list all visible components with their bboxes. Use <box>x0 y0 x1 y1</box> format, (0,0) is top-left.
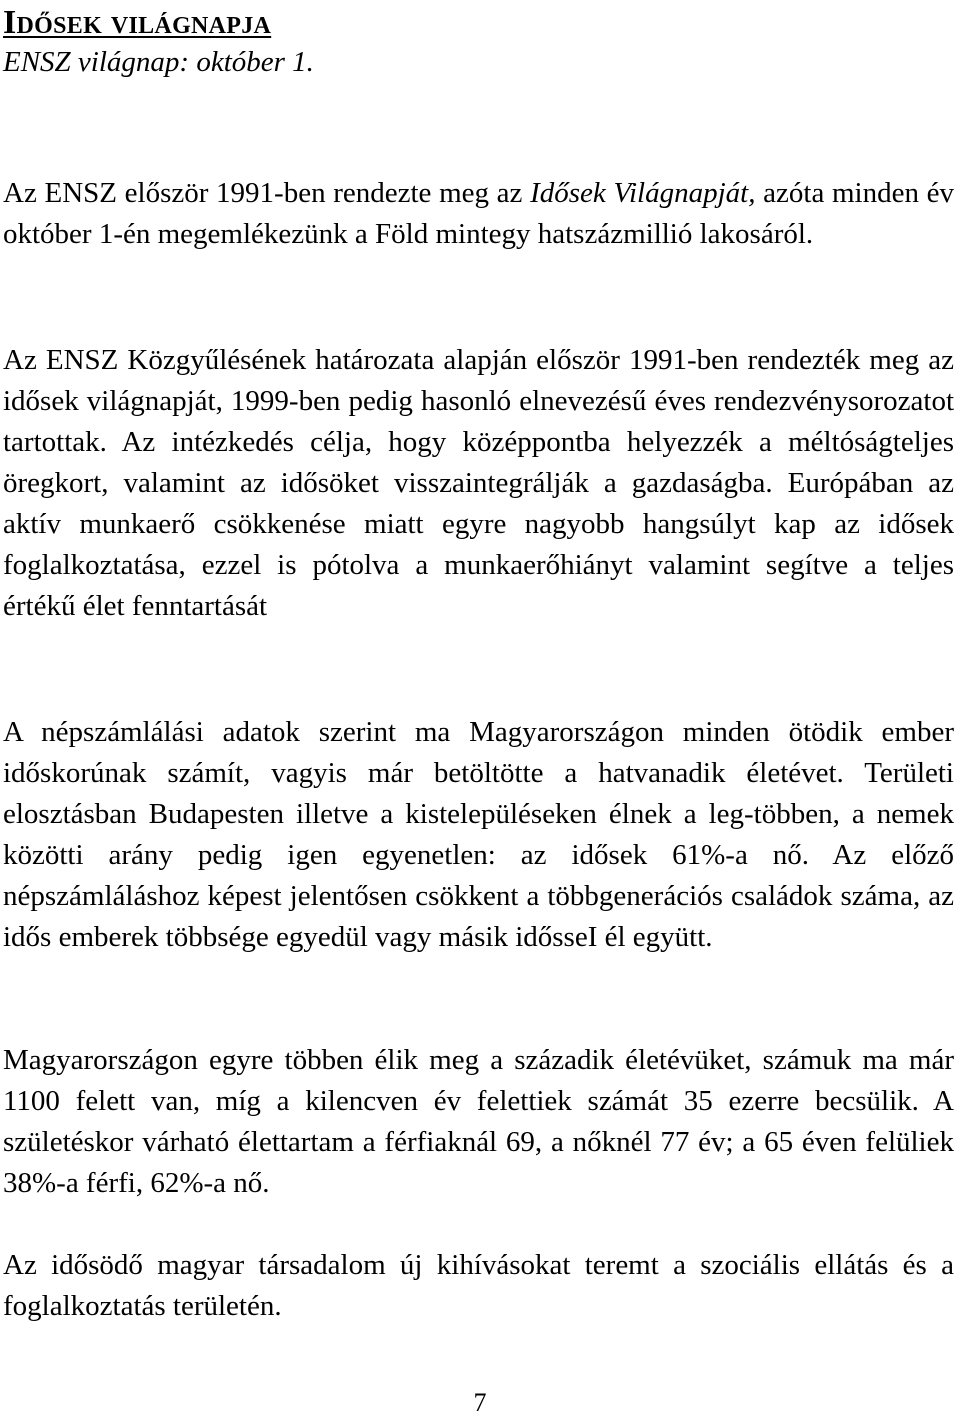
page-number: 7 <box>473 1388 487 1417</box>
paragraph-census: A népszámlálási adatok szerint ma Magyarországon minden ötödik ember időskorúnak számít, vagyis már betöltötte a hatvanadik életévet. Területi elosztásban Budapesten illetve a kistelepüléseken élnek a leg-többen, a nemek közötti arány pedig igen egyenetlen: az idősek 61%-a nő. Az előző népszámláláshoz képest jelentősen csökkent a többgenerációs családok száma, az idős emberek többsége egyedül vagy másik idősseI él együtt. <box>3 716 954 953</box>
header-block <box>3 0 954 81</box>
paragraph-un-resolution: Az ENSZ Közgyűlésének határozata alapján először 1991-ben rendezték meg az idősek világnapját, 1999-ben pedig hasonló elnevezésű éves rendezvénysorozatot tartottak. Az intézkedés célja, hogy középpontba helyezzék a méltóságteljes öregkort, valamint az idősöket visszaintegrálják a gazdaságba. Európában az aktív munkaerő csökkenése miatt egyre nagyobb hangsúlyt kap az idősek foglalkoztatása, ezzel is pótolva a munkaerőhiányt valamint segítve a teljes értékű élet fenntartását <box>3 344 954 622</box>
paragraph-life-expectancy: Magyarországon egyre többen élik meg a századik életévüket, számuk ma már 1100 felett van, míg a kilencven év felettiek számát 35 ezerre becsülik. A születéskor várható élettartam a férfiaknál 69, a nőknél 77 év; a 65 éven felüliek 38%-a férfi, 62%-a nő. <box>3 1044 954 1199</box>
paragraph-intro-emphasis: Idősek Világnapját, <box>530 177 756 209</box>
page-title: Idősek világnapja <box>3 4 272 41</box>
paragraph-conclusion: Az idősödő magyar társadalom új kihívásokat teremt a szociális ellátás és a foglalkoztatás területén. <box>3 1249 954 1322</box>
paragraph-intro <box>3 173 954 255</box>
paragraph-intro-text-end: azóta minden év október 1-én megemlékezünk a Föld mintegy hatszázmillió lakosáról. <box>3 177 954 250</box>
page-subtitle: ENSZ világnap: október 1. <box>3 46 314 78</box>
paragraph-intro-text-start: Az ENSZ először 1991-ben rendezte meg az <box>3 177 531 209</box>
